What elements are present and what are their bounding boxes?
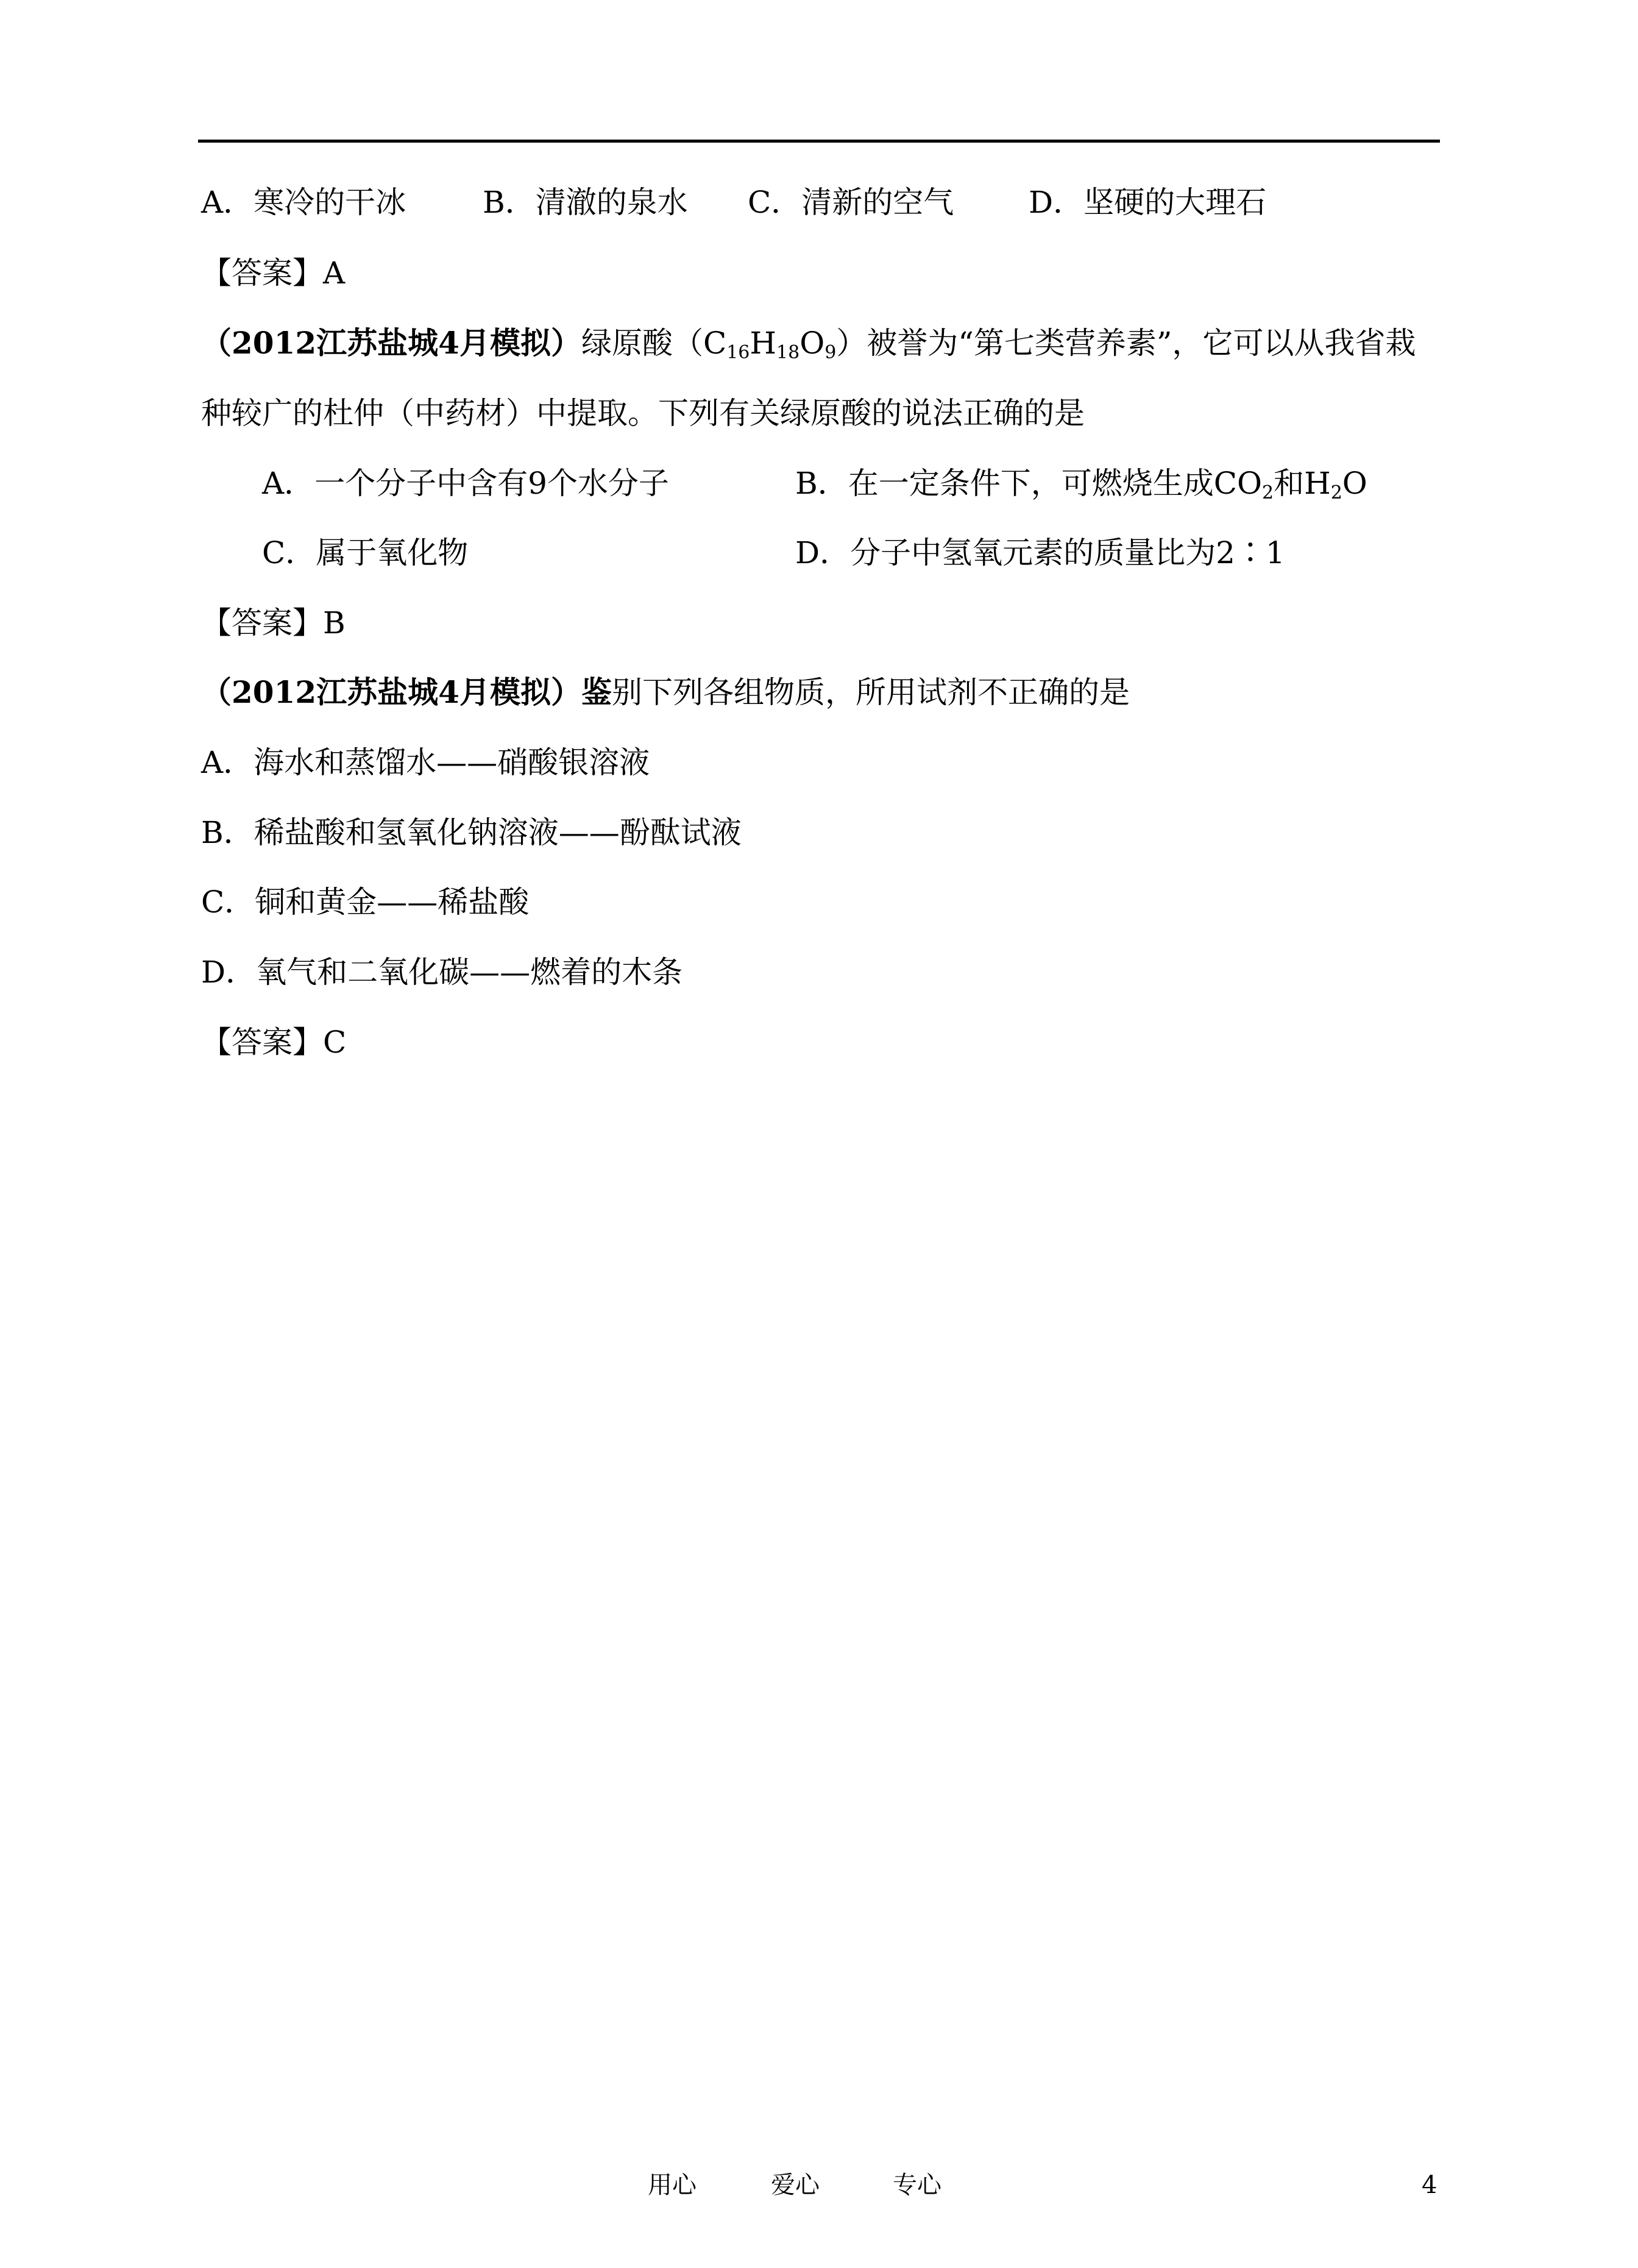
- q2-source: （2012江苏盐城4月模拟）: [201, 325, 581, 361]
- q1-option-d: D．坚硬的大理石: [1029, 185, 1267, 220]
- answer-label: 【答案】: [201, 1025, 323, 1060]
- answer-label: 【答案】: [201, 255, 323, 291]
- q2-formula: $C_{16}H_{18}O_9$: [703, 325, 837, 363]
- q3-option-b: B．稀盐酸和氢氧化钠溶液——酚酞试液: [201, 815, 742, 850]
- q1-answer: [201, 255, 345, 291]
- q1-option-a: A．寒冷的干冰: [201, 185, 406, 220]
- answer-value: A: [323, 255, 346, 291]
- q2-option-d: D．分子中氢氧元素的质量比为2∶1: [795, 535, 1285, 571]
- q3-option-d: D．氧气和二氧化碳——燃着的木条: [201, 954, 683, 990]
- q2-option-b: B．在一定条件下，可燃烧生成$CO_2$和$H_2O$: [795, 466, 1367, 503]
- q3-stem: [201, 674, 1130, 711]
- footer-motto-1: 用心: [648, 2171, 697, 2199]
- q2-stem-line1: [201, 325, 1416, 361]
- footer-motto-3: 专心: [893, 2171, 941, 2199]
- q3-answer: [201, 1024, 346, 1061]
- answer-label: 【答案】: [201, 605, 323, 641]
- answer-value: B: [323, 605, 346, 641]
- footer-motto-2: 爱心: [771, 2171, 820, 2199]
- q2-option-a: A．一个分子中含有9个水分子: [262, 466, 669, 501]
- q3-option-a: A．海水和蒸馏水——硝酸银溶液: [201, 745, 650, 780]
- q2-answer: [201, 605, 346, 641]
- q1-option-b: B．清澈的泉水: [483, 185, 688, 220]
- q2-stem-line2: 种较广的杜仲（中药材）中提取。下列有关绿原酸的说法正确的是: [201, 396, 1085, 431]
- page-number: 4: [1422, 2171, 1438, 2199]
- answer-value: C: [323, 1025, 347, 1060]
- q3-option-c: C．铜和黄金——稀盐酸: [201, 884, 530, 920]
- q3-source: （2012江苏盐城4月模拟）鉴: [201, 674, 612, 710]
- q1-option-c: C．清新的空气: [748, 185, 954, 220]
- q2-option-c: C．属于氧化物: [262, 535, 469, 571]
- q2-stem-a: 绿原酸（: [581, 325, 703, 361]
- q2-stem-b: ）被誉为“第七类营养素”，它可以从我省栽: [836, 325, 1416, 361]
- header-rule: [198, 140, 1440, 143]
- q3-stem-text: 别下列各组物质，所用试剂不正确的是: [611, 675, 1130, 710]
